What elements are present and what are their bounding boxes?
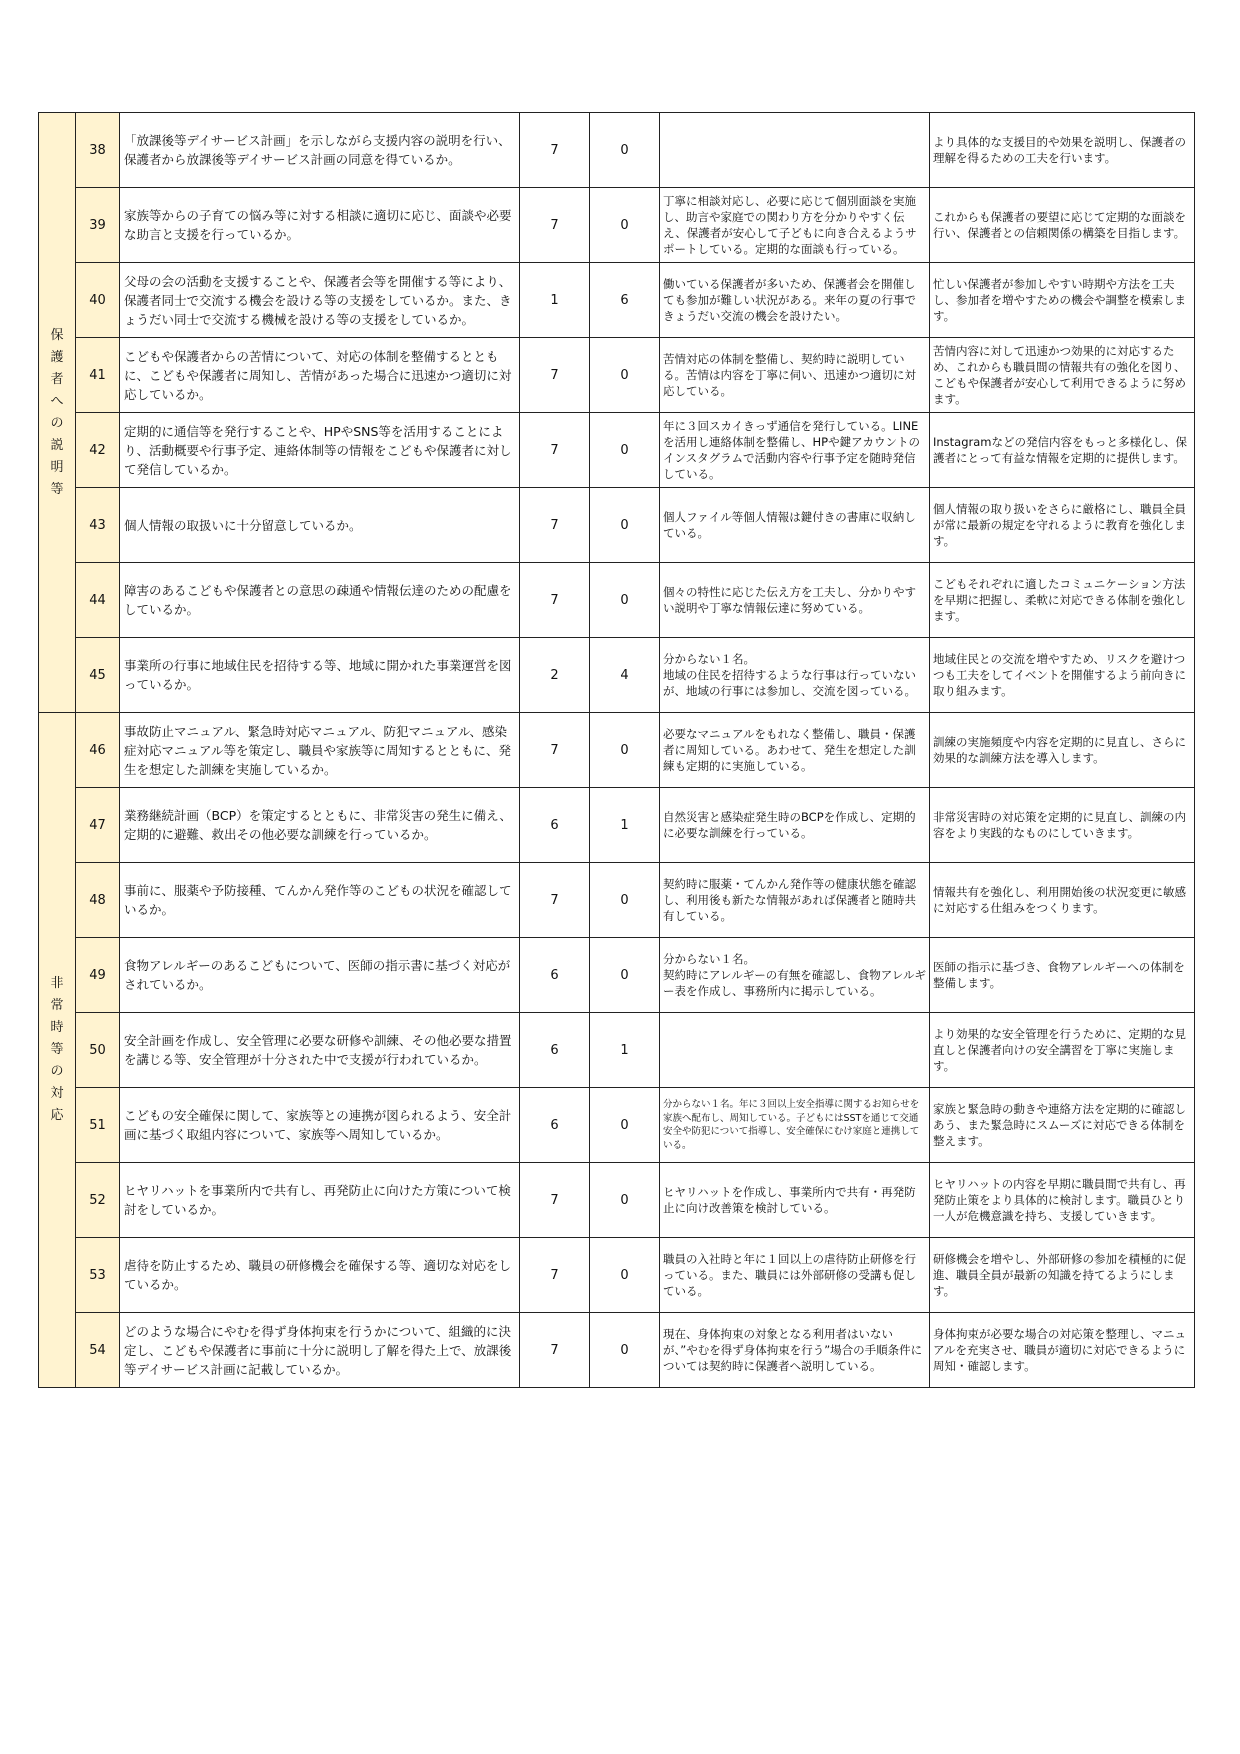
comment-text: 必要なマニュアルをもれなく整備し、職員・保護者に周知している。あわせて、発生を想定した訓練も定期的に実施している。 <box>660 713 930 788</box>
table-row <box>39 338 1195 413</box>
improvement-text: より効果的な安全管理を行うために、定期的な見直しと保護者向けの安全講習を丁寧に実施します。 <box>930 1013 1195 1088</box>
no-count: 0 <box>590 1313 660 1388</box>
table-row <box>39 1313 1195 1388</box>
yes-count: 6 <box>520 788 590 863</box>
table-row <box>39 788 1195 863</box>
table-row <box>39 1238 1195 1313</box>
yes-count: 7 <box>520 1238 590 1313</box>
comment-text: 苦情対応の体制を整備し、契約時に説明している。苦情は内容を丁寧に伺い、迅速かつ適切に対応している。 <box>660 338 930 413</box>
section-label-cell <box>39 113 76 713</box>
question-text: 個人情報の取扱いに十分留意しているか。 <box>120 488 520 563</box>
item-number: 47 <box>76 788 120 863</box>
yes-count: 7 <box>520 863 590 938</box>
question-text: こどもや保護者からの苦情について、対応の体制を整備するとともに、こどもや保護者に周知し、苦情があった場合に迅速かつ適切に対応しているか。 <box>120 338 520 413</box>
improvement-text: 身体拘束が必要な場合の対応策を整理し、マニュアルを充実させ、職員が適切に対応できるように周知・確認します。 <box>930 1313 1195 1388</box>
yes-count: 6 <box>520 1088 590 1163</box>
item-number: 39 <box>76 188 120 263</box>
improvement-text: より具体的な支援目的や効果を説明し、保護者の理解を得るための工夫を行います。 <box>930 113 1195 188</box>
no-count: 0 <box>590 563 660 638</box>
item-number: 49 <box>76 938 120 1013</box>
yes-count: 7 <box>520 1313 590 1388</box>
yes-count: 2 <box>520 638 590 713</box>
improvement-text: 情報共有を強化し、利用開始後の状況変更に敏感に対応する仕組みをつくります。 <box>930 863 1195 938</box>
evaluation-sheet <box>38 112 1194 1388</box>
improvement-text: 非常災害時の対応策を定期的に見直し、訓練の内容をより実践的なものにしていきます。 <box>930 788 1195 863</box>
table-row <box>39 638 1195 713</box>
no-count: 0 <box>590 113 660 188</box>
no-count: 0 <box>590 488 660 563</box>
yes-count: 7 <box>520 113 590 188</box>
yes-count: 7 <box>520 1163 590 1238</box>
comment-text: 年に３回スカイきっず通信を発行している。LINEを活用し連絡体制を整備し、HPや鍵アカウントのインスタグラムで活動内容や行事予定を随時発信している。 <box>660 413 930 488</box>
no-count: 1 <box>590 788 660 863</box>
item-number: 45 <box>76 638 120 713</box>
question-text: 障害のあるこどもや保護者との意思の疎通や情報伝達のための配慮をしているか。 <box>120 563 520 638</box>
table-row <box>39 938 1195 1013</box>
item-number: 44 <box>76 563 120 638</box>
improvement-text: 苦情内容に対して迅速かつ効果的に対応するため、これからも職員間の情報共有の強化を図り、こどもや保護者が安心して利用できるように努めます。 <box>930 338 1195 413</box>
comment-text: 分からない１名。 契約時にアレルギーの有無を確認し、食物アレルギー表を作成し、事務所内に掲示している。 <box>660 938 930 1013</box>
item-number: 52 <box>76 1163 120 1238</box>
item-number: 48 <box>76 863 120 938</box>
yes-count: 7 <box>520 188 590 263</box>
comment-text: ヒヤリハットを作成し、事業所内で共有・再発防止に向け改善策を検討している。 <box>660 1163 930 1238</box>
question-text: 家族等からの子育ての悩み等に対する相談に適切に応じ、面談や必要な助言と支援を行っているか。 <box>120 188 520 263</box>
question-text: 事故防止マニュアル、緊急時対応マニュアル、防犯マニュアル、感染症対応マニュアル等を策定し、職員や家族等に周知するとともに、発生を想定した訓練を実施しているか。 <box>120 713 520 788</box>
no-count: 4 <box>590 638 660 713</box>
table-row <box>39 1163 1195 1238</box>
yes-count: 7 <box>520 563 590 638</box>
question-text: 業務継続計画（BCP）を策定するとともに、非常災害の発生に備え、定期的に避難、救出その他必要な訓練を行っているか。 <box>120 788 520 863</box>
question-text: こどもの安全確保に関して、家族等との連携が図られるよう、安全計画に基づく取組内容について、家族等へ周知しているか。 <box>120 1088 520 1163</box>
question-text: 事前に、服薬や予防接種、てんかん発作等のこどもの状況を確認しているか。 <box>120 863 520 938</box>
yes-count: 6 <box>520 938 590 1013</box>
item-number: 38 <box>76 113 120 188</box>
improvement-text: 研修機会を増やし、外部研修の参加を積極的に促進、職員全員が最新の知識を持てるようにします。 <box>930 1238 1195 1313</box>
yes-count: 7 <box>520 338 590 413</box>
yes-count: 7 <box>520 488 590 563</box>
question-text: 事業所の行事に地域住民を招待する等、地域に開かれた事業運営を図っているか。 <box>120 638 520 713</box>
comment-text: 丁寧に相談対応し、必要に応じて個別面談を実施し、助言や家庭での関わり方を分かりやすく伝え、保護者が安心して子どもに向き合えるようサポートしている。定期的な面談も行っている。 <box>660 188 930 263</box>
improvement-text: 訓練の実施頻度や内容を定期的に見直し、さらに効果的な訓練方法を導入します。 <box>930 713 1195 788</box>
evaluation-table <box>38 112 1195 1388</box>
question-text: 食物アレルギーのあるこどもについて、医師の指示書に基づく対応がされているか。 <box>120 938 520 1013</box>
question-text: どのような場合にやむを得ず身体拘束を行うかについて、組織的に決定し、こどもや保護者に事前に十分に説明し了解を得た上で、放課後等デイサービス計画に記載しているか。 <box>120 1313 520 1388</box>
yes-count: 7 <box>520 413 590 488</box>
question-text: 定期的に通信等を発行することや、HPやSNS等を活用することにより、活動概要や行事予定、連絡体制等の情報をこどもや保護者に対して発信しているか。 <box>120 413 520 488</box>
no-count: 0 <box>590 938 660 1013</box>
comment-text <box>660 1013 930 1088</box>
item-number: 40 <box>76 263 120 338</box>
table-row <box>39 713 1195 788</box>
question-text: 「放課後等デイサービス計画」を示しながら支援内容の説明を行い、保護者から放課後等デイサービス計画の同意を得ているか。 <box>120 113 520 188</box>
yes-count: 6 <box>520 1013 590 1088</box>
no-count: 1 <box>590 1013 660 1088</box>
table-row <box>39 263 1195 338</box>
table-row <box>39 1088 1195 1163</box>
section-label: 保護者への説明等 <box>50 327 64 497</box>
table-row <box>39 188 1195 263</box>
comment-text: 個々の特性に応じた伝え方を工夫し、分かりやすい説明や丁寧な情報伝達に努めている。 <box>660 563 930 638</box>
item-number: 53 <box>76 1238 120 1313</box>
comment-text: 働いている保護者が多いため、保護者会を開催しても参加が難しい状況がある。来年の夏の行事できょうだい交流の機会を設けたい。 <box>660 263 930 338</box>
item-number: 51 <box>76 1088 120 1163</box>
improvement-text: 家族と緊急時の動きや連絡方法を定期的に確認しあう、また緊急時にスムーズに対応できる体制を整えます。 <box>930 1088 1195 1163</box>
comment-text: 現在、身体拘束の対象となる利用者はいないが、”やむを得ず身体拘束を行う”場合の手順条件については契約時に保護者へ説明している。 <box>660 1313 930 1388</box>
improvement-text: 個人情報の取り扱いをさらに厳格にし、職員全員が常に最新の規定を守れるように教育を強化します。 <box>930 488 1195 563</box>
item-number: 41 <box>76 338 120 413</box>
no-count: 0 <box>590 713 660 788</box>
improvement-text: こどもそれぞれに適したコミュニケーション方法を早期に把握し、柔軟に対応できる体制を強化します。 <box>930 563 1195 638</box>
item-number: 54 <box>76 1313 120 1388</box>
no-count: 0 <box>590 1238 660 1313</box>
item-number: 46 <box>76 713 120 788</box>
question-text: 安全計画を作成し、安全管理に必要な研修や訓練、その他必要な措置を講じる等、安全管理が十分された中で支援が行われているか。 <box>120 1013 520 1088</box>
no-count: 0 <box>590 338 660 413</box>
comment-text: 自然災害と感染症発生時のBCPを作成し、定期的に必要な訓練を行っている。 <box>660 788 930 863</box>
table-row <box>39 488 1195 563</box>
section-label-cell <box>39 713 76 1388</box>
item-number: 50 <box>76 1013 120 1088</box>
comment-text: 個人ファイル等個人情報は鍵付きの書庫に収納している。 <box>660 488 930 563</box>
no-count: 0 <box>590 1163 660 1238</box>
yes-count: 1 <box>520 263 590 338</box>
comment-text <box>660 113 930 188</box>
question-text: 虐待を防止するため、職員の研修機会を確保する等、適切な対応をしているか。 <box>120 1238 520 1313</box>
no-count: 6 <box>590 263 660 338</box>
item-number: 42 <box>76 413 120 488</box>
improvement-text: Instagramなどの発信内容をもっと多様化し、保護者にとって有益な情報を定期的に提供します。 <box>930 413 1195 488</box>
comment-text: 職員の入社時と年に１回以上の虐待防止研修を行っている。また、職員には外部研修の受講も促している。 <box>660 1238 930 1313</box>
table-row <box>39 863 1195 938</box>
improvement-text: ヒヤリハットの内容を早期に職員間で共有し、再発防止策をより具体的に検討します。職員ひとり一人が危機意識を持ち、支援していきます。 <box>930 1163 1195 1238</box>
question-text: ヒヤリハットを事業所内で共有し、再発防止に向けた方策について検討をしているか。 <box>120 1163 520 1238</box>
comment-text: 分からない１名。年に３回以上安全指導に関するお知らせを家族へ配布し、周知している。子どもにはSSTを通じて交通安全や防犯について指導し、安全確保にむけ家庭と連携している。 <box>660 1088 930 1163</box>
improvement-text: 忙しい保護者が参加しやすい時期や方法を工夫し、参加者を増やすための機会や調整を模索します。 <box>930 263 1195 338</box>
table-row <box>39 413 1195 488</box>
question-text: 父母の会の活動を支援することや、保護者会等を開催する等により、保護者同士で交流する機会を設ける等の支援をしているか。また、きょうだい同士で交流する機械を設ける等の支援をしているか。 <box>120 263 520 338</box>
item-number: 43 <box>76 488 120 563</box>
improvement-text: これからも保護者の要望に応じて定期的な面談を行い、保護者との信頼関係の構築を目指します。 <box>930 188 1195 263</box>
table-row <box>39 1013 1195 1088</box>
comment-text: 分からない１名。 地域の住民を招待するような行事は行っていないが、地域の行事には参加し、交流を図っている。 <box>660 638 930 713</box>
improvement-text: 地域住民との交流を増やすため、リスクを避けつつも工夫をしてイベントを開催するよう前向きに取り組みます。 <box>930 638 1195 713</box>
comment-text: 契約時に服薬・てんかん発作等の健康状態を確認し、利用後も新たな情報があれば保護者と随時共有している。 <box>660 863 930 938</box>
section-label: 非常時等の対応 <box>50 976 64 1123</box>
yes-count: 7 <box>520 713 590 788</box>
no-count: 0 <box>590 863 660 938</box>
no-count: 0 <box>590 1088 660 1163</box>
table-row <box>39 113 1195 188</box>
no-count: 0 <box>590 188 660 263</box>
table-row <box>39 563 1195 638</box>
no-count: 0 <box>590 413 660 488</box>
improvement-text: 医師の指示に基づき、食物アレルギーへの体制を整備します。 <box>930 938 1195 1013</box>
